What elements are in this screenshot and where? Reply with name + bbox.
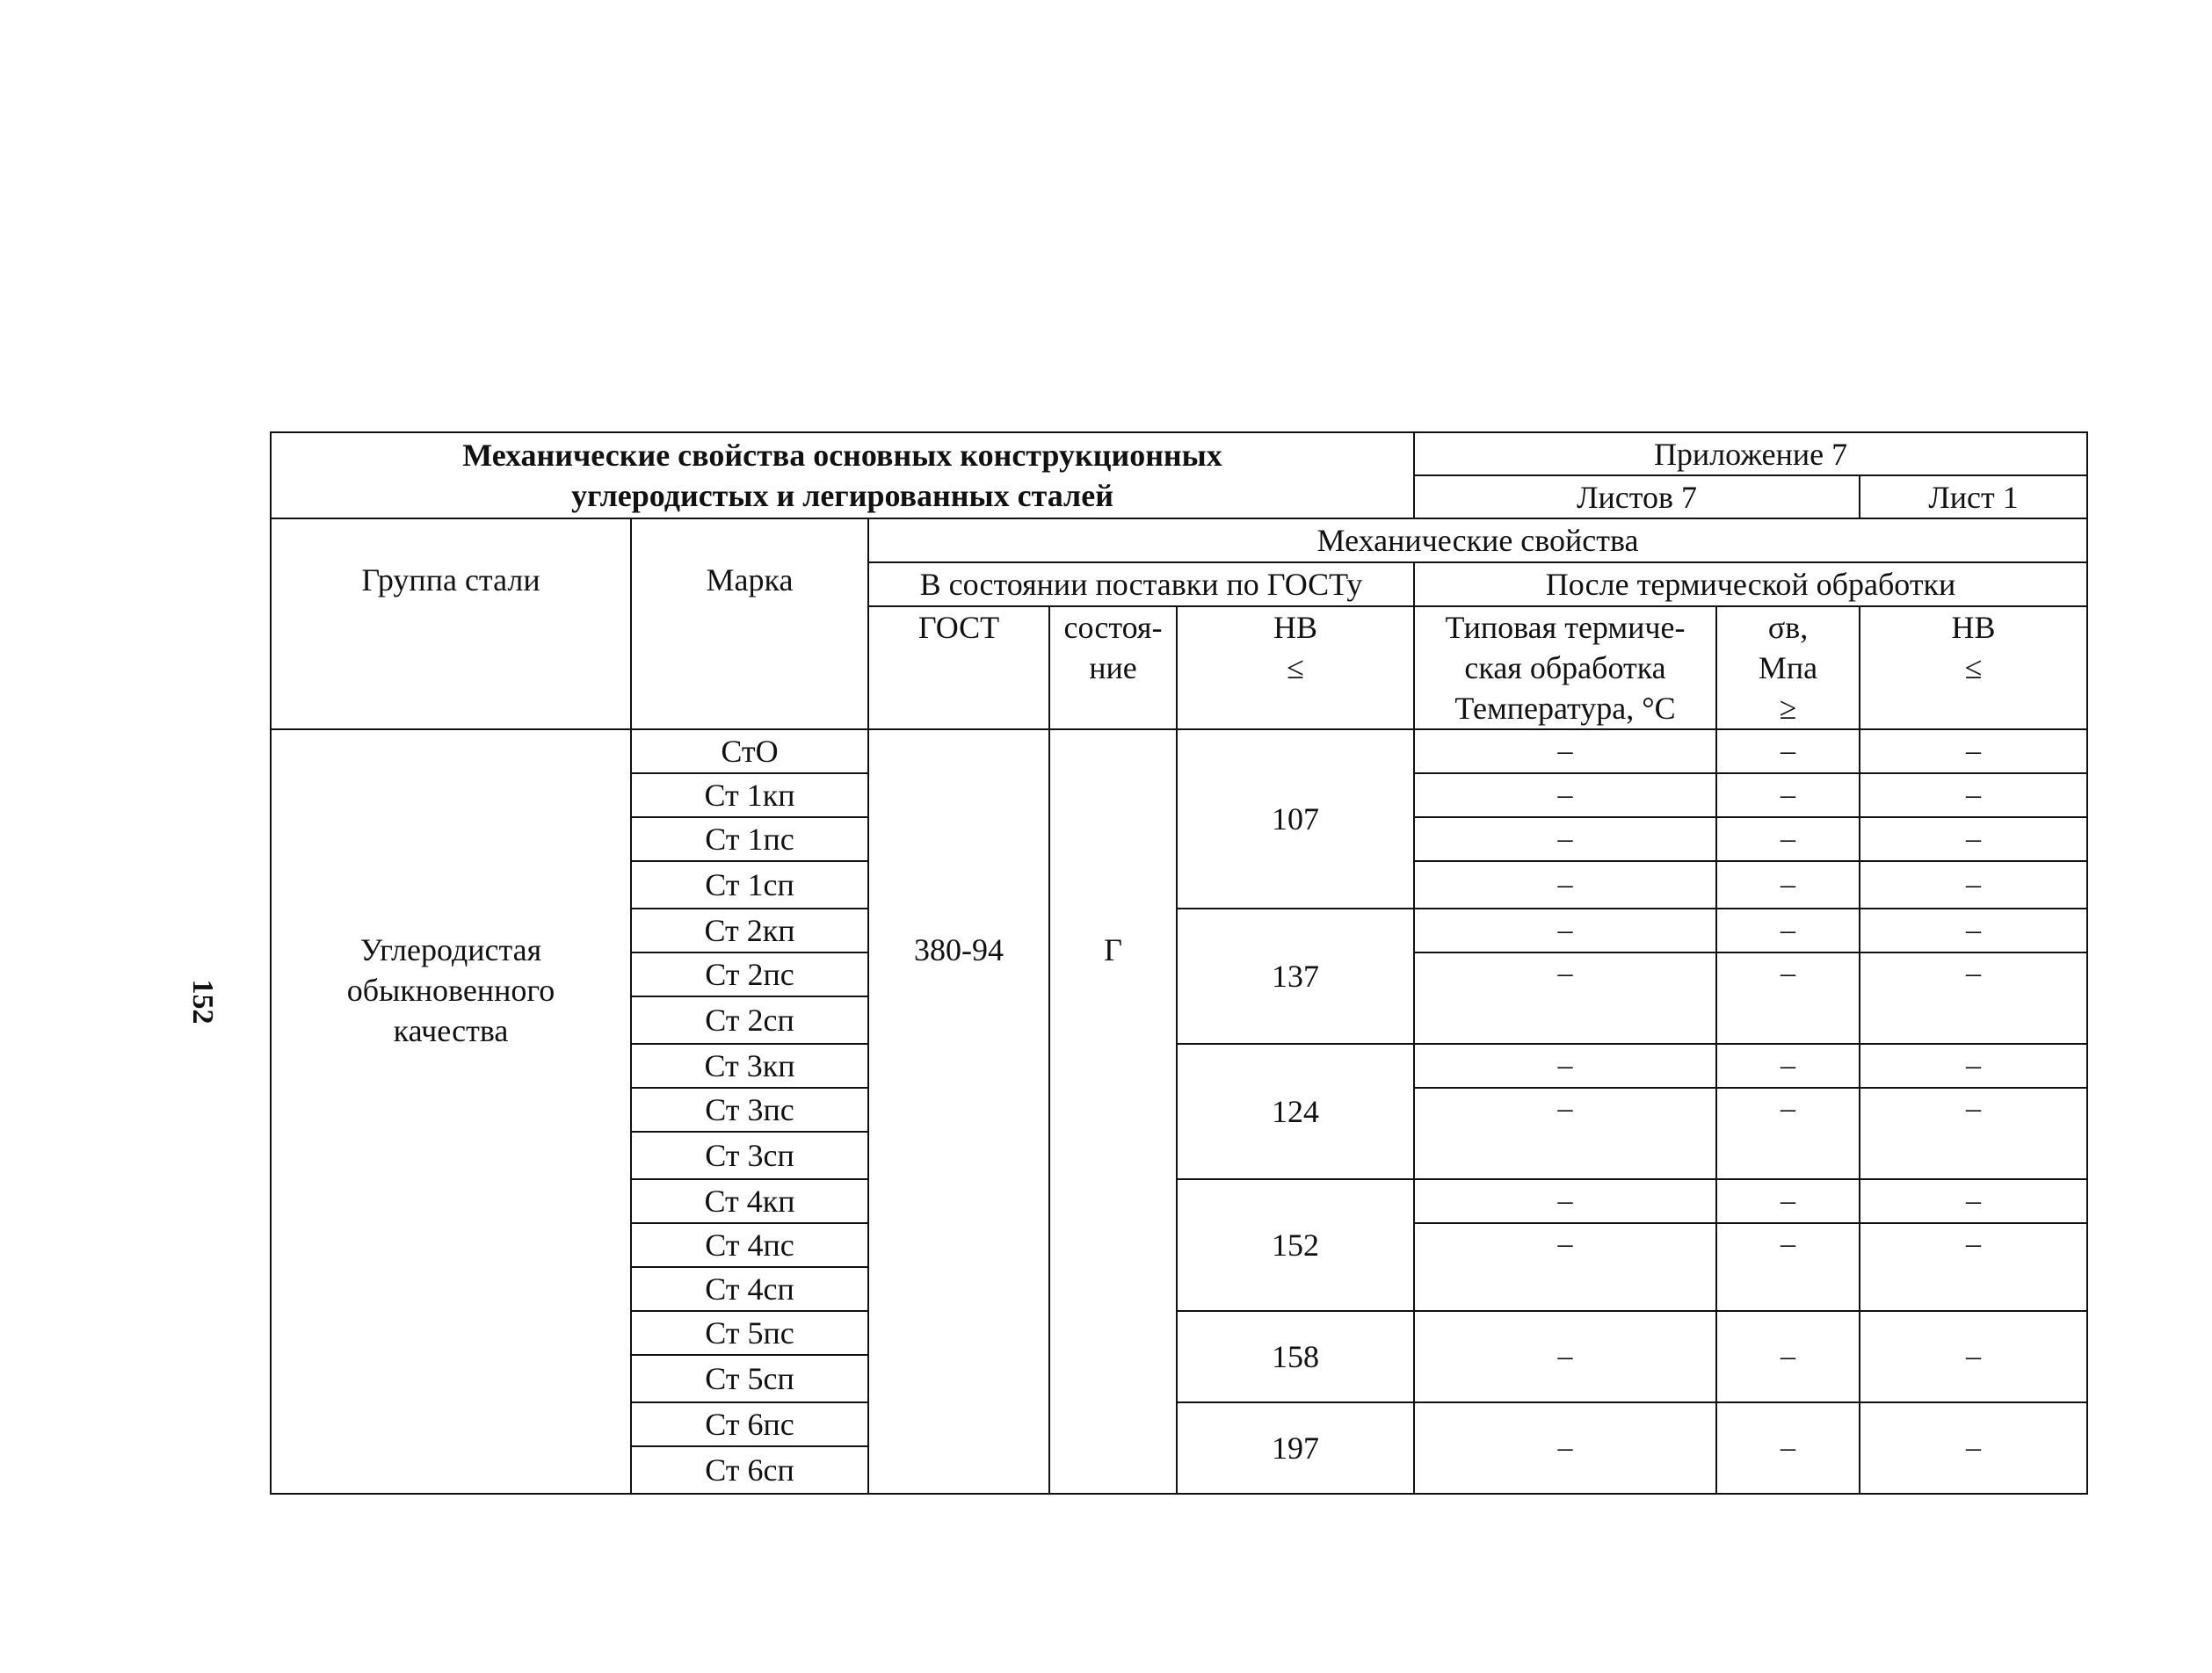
hb-after-cell: – (1860, 1179, 2087, 1223)
grade-cell: Ст 2кп (631, 909, 868, 952)
page-number: 152 (186, 979, 219, 1025)
grade-cell: Ст 4пс (631, 1223, 868, 1267)
gost-value: 380-94 (868, 729, 1049, 1494)
hb-after-cell: – (1860, 909, 2087, 952)
hb-after-cell: – (1860, 1223, 2087, 1311)
grade-cell: Ст 6пс (631, 1402, 868, 1446)
grade-cell: Ст 2пс (631, 952, 868, 996)
sigma-cell: – (1716, 1179, 1860, 1223)
heat-cell: – (1414, 1044, 1716, 1088)
state-value: Г (1049, 729, 1177, 1494)
hb-after-cell: – (1860, 952, 2087, 1044)
col-grade: Марка (631, 518, 868, 729)
sheet-number: Лист 1 (1860, 475, 2087, 518)
sigma-cell: – (1716, 909, 1860, 952)
grade-cell: Ст 3кп (631, 1044, 868, 1088)
grade-cell: Ст 2сп (631, 996, 868, 1044)
sigma-cell: – (1716, 1044, 1860, 1088)
grade-cell: Ст 1пс (631, 817, 868, 861)
hb-value: 124 (1177, 1044, 1414, 1179)
sigma-cell: – (1716, 952, 1860, 1044)
sigma-cell: – (1716, 1223, 1860, 1311)
table-row (271, 729, 2087, 773)
col-heat-treatment: Типовая термиче- ская обработка Температура, °С (1414, 606, 1716, 729)
grade-cell: Ст 1кп (631, 773, 868, 817)
hb-after-cell: – (1860, 1088, 2087, 1179)
heat-cell: – (1414, 952, 1716, 1044)
heat-cell: – (1414, 729, 1716, 773)
sigma-cell: – (1716, 1402, 1860, 1494)
heat-cell: – (1414, 1311, 1716, 1402)
sigma-cell: – (1716, 861, 1860, 909)
grade-cell: СтО (631, 729, 868, 773)
grade-cell: Ст 3сп (631, 1132, 868, 1179)
title-line-2: углеродистых и легированных сталей (571, 478, 1113, 513)
col-after-heat: После термической обработки (1414, 562, 2087, 606)
hb-after-cell: – (1860, 1311, 2087, 1402)
col-delivery: В состоянии поставки по ГОСТу (868, 562, 1414, 606)
hb-after-cell: – (1860, 729, 2087, 773)
hb-value: 152 (1177, 1179, 1414, 1311)
grade-cell: Ст 3пс (631, 1088, 868, 1132)
col-sigma: σв, Мпа ≥ (1716, 606, 1860, 729)
sheets-total: Листов 7 (1414, 475, 1860, 518)
col-mech-props: Механические свойства (868, 518, 2087, 562)
grade-cell: Ст 5пс (631, 1311, 868, 1355)
hb-value: 137 (1177, 909, 1414, 1044)
col-hb: НВ ≤ (1177, 606, 1414, 729)
col-state: состоя- ние (1049, 606, 1177, 729)
hb-after-cell: – (1860, 817, 2087, 861)
heat-cell: – (1414, 773, 1716, 817)
grade-cell: Ст 5сп (631, 1355, 868, 1402)
sigma-cell: – (1716, 729, 1860, 773)
hb-after-cell: – (1860, 861, 2087, 909)
sigma-cell: – (1716, 1088, 1860, 1179)
hb-value: 197 (1177, 1402, 1414, 1494)
heat-cell: – (1414, 1179, 1716, 1223)
heat-cell: – (1414, 817, 1716, 861)
hb-after-cell: – (1860, 1044, 2087, 1088)
hb-after-cell: – (1860, 1402, 2087, 1494)
grade-cell: Ст 4кп (631, 1179, 868, 1223)
grade-cell: Ст 6сп (631, 1446, 868, 1494)
heat-cell: – (1414, 1402, 1716, 1494)
sigma-cell: – (1716, 773, 1860, 817)
hb-value: 158 (1177, 1311, 1414, 1402)
heat-cell: – (1414, 861, 1716, 909)
sigma-cell: – (1716, 1311, 1860, 1402)
hb-value: 107 (1177, 729, 1414, 909)
table-title (271, 432, 1414, 518)
title-line-1: Механические свойства основных конструкционных (462, 438, 1222, 473)
appendix-label: Приложение 7 (1414, 432, 2087, 475)
col-gost: ГОСТ (868, 606, 1049, 729)
sigma-cell: – (1716, 817, 1860, 861)
steel-properties-table (270, 431, 2088, 1495)
heat-cell: – (1414, 1088, 1716, 1179)
grade-cell: Ст 1сп (631, 861, 868, 909)
hb-after-cell: – (1860, 773, 2087, 817)
heat-cell: – (1414, 909, 1716, 952)
col-hb-after: НВ ≤ (1860, 606, 2087, 729)
steel-group: Углеродистая обыкновенного качества (271, 729, 631, 1494)
grade-cell: Ст 4сп (631, 1267, 868, 1311)
heat-cell: – (1414, 1223, 1716, 1311)
col-group: Группа стали (271, 518, 631, 729)
